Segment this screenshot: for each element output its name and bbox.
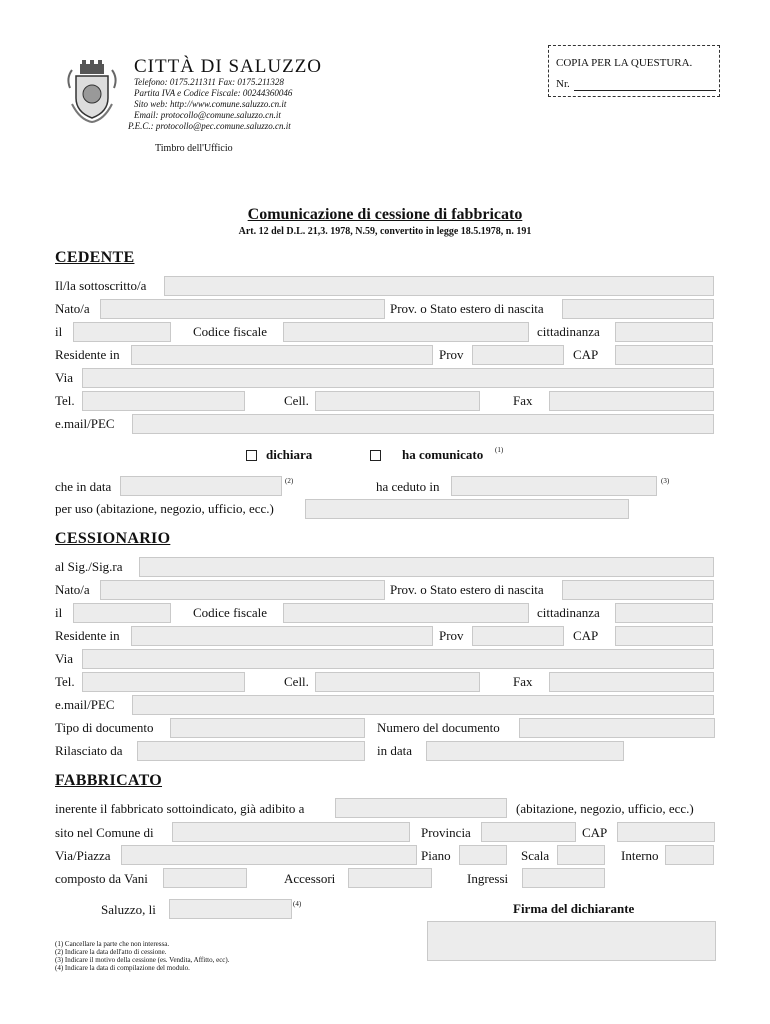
cessionario-cap-field[interactable] <box>615 626 713 646</box>
footnote-2: (2) Indicare la data dell'atto di cessione. <box>55 948 167 956</box>
cessionario-birth-prov-field[interactable] <box>562 580 714 600</box>
cedente-citizenship-field[interactable] <box>615 322 713 342</box>
label-sottoscritto: Il/la sottoscritto/a <box>55 278 147 293</box>
label-tel-2: Tel. <box>55 674 75 689</box>
label-sig: al Sig./Sig.ra <box>55 559 123 574</box>
cedente-tel-field[interactable] <box>82 391 245 411</box>
cessionario-cell-field[interactable] <box>315 672 480 692</box>
footnote-ref-1: (1) <box>495 446 504 454</box>
cessione-date-field[interactable] <box>120 476 282 496</box>
tipo-documento-field[interactable] <box>170 718 365 738</box>
accessori-field[interactable] <box>348 868 432 888</box>
label-accessori: Accessori <box>284 871 336 886</box>
section-cessionario: CESSIONARIO <box>55 530 171 547</box>
label-cap: CAP <box>573 347 599 362</box>
label-tipo-documento: Tipo di documento <box>55 720 154 735</box>
signature-field[interactable] <box>427 921 716 961</box>
interno-field[interactable] <box>665 845 714 865</box>
label-cell-2: Cell. <box>284 674 309 689</box>
compilation-date-field[interactable] <box>169 899 292 919</box>
footnote-3: (3) Indicare il motivo della cessione (es. Vendita, Affitto, ecc). <box>55 956 230 964</box>
label-prov-stato: Prov. o Stato estero di nascita <box>390 301 544 316</box>
cedente-cap-field[interactable] <box>615 345 713 365</box>
label-ha-comunicato: ha comunicato <box>402 447 484 462</box>
label-nato: Nato/a <box>55 301 90 316</box>
label-numero-documento: Numero del documento <box>377 720 500 735</box>
label-prov-2: Prov <box>439 628 464 643</box>
city-name: CITTÀ DI SALUZZO <box>134 56 323 77</box>
numero-documento-field[interactable] <box>519 718 715 738</box>
label-residente: Residente in <box>55 347 120 362</box>
cedente-name-field[interactable] <box>164 276 714 296</box>
scala-field[interactable] <box>557 845 605 865</box>
label-email: e.mail/PEC <box>55 416 115 431</box>
label-inerente: inerente il fabbricato sottoindicato, già adibito a <box>55 801 305 816</box>
label-uso-hint: (abitazione, negozio, ufficio, ecc.) <box>516 801 694 816</box>
comune-field[interactable] <box>172 822 410 842</box>
dichiara-checkbox[interactable] <box>246 450 257 461</box>
label-sito: sito nel Comune di <box>55 825 154 840</box>
footnote-4: (4) Indicare la data di compilazione del modulo. <box>55 964 190 972</box>
cedente-fax-field[interactable] <box>549 391 714 411</box>
via-piazza-field[interactable] <box>121 845 417 865</box>
label-provincia: Provincia <box>421 825 471 840</box>
label-dichiara: dichiara <box>266 447 313 462</box>
header-line-2: Partita IVA e Codice Fiscale: 00244360046 <box>134 88 293 98</box>
footnote-ref-3: (3) <box>661 477 670 485</box>
label-ha-ceduto: ha ceduto in <box>376 479 440 494</box>
label-cittadinanza: cittadinanza <box>537 324 600 339</box>
cessionario-residence-field[interactable] <box>131 626 433 646</box>
label-nato-2: Nato/a <box>55 582 90 597</box>
footnote-1: (1) Cancellare la parte che non interessa. <box>55 940 170 948</box>
label-luogo: Saluzzo, li <box>101 902 156 917</box>
label-via-2: Via <box>55 651 73 666</box>
cedente-birth-prov-field[interactable] <box>562 299 714 319</box>
cessionario-email-field[interactable] <box>132 695 714 715</box>
cessionario-tel-field[interactable] <box>82 672 245 692</box>
rilascio-date-field[interactable] <box>426 741 624 761</box>
vani-field[interactable] <box>163 868 247 888</box>
nr-field[interactable] <box>574 90 716 91</box>
label-il-2: il <box>55 605 63 620</box>
page-title: Comunicazione di cessione di fabbricato <box>247 206 523 223</box>
label-cap-2: CAP <box>573 628 599 643</box>
label-vani: composto da Vani <box>55 871 148 886</box>
label-scala: Scala <box>521 848 550 863</box>
label-via-piazza: Via/Piazza <box>55 848 111 863</box>
label-email-2: e.mail/PEC <box>55 697 115 712</box>
label-ingressi: Ingressi <box>467 871 509 886</box>
cessionario-via-field[interactable] <box>82 649 714 669</box>
header-line-3: Sito web: http://www.comune.saluzzo.cn.it <box>134 99 287 109</box>
label-fax: Fax <box>513 393 533 408</box>
label-rilasciato: Rilasciato da <box>55 743 123 758</box>
page-subtitle: Art. 12 del D.L. 21,3. 1978, N.59, convertito in legge 18.5.1978, n. 191 <box>238 226 532 237</box>
provincia-field[interactable] <box>481 822 576 842</box>
label-residente-2: Residente in <box>55 628 120 643</box>
ceduto-in-field[interactable] <box>451 476 657 496</box>
label-interno: Interno <box>621 848 659 863</box>
cedente-birthplace-field[interactable] <box>100 299 385 319</box>
label-firma: Firma del dichiarante <box>513 901 635 916</box>
label-codice-fiscale: Codice fiscale <box>193 324 267 339</box>
cedente-birthdate-field[interactable] <box>73 322 171 342</box>
cedente-cf-field[interactable] <box>283 322 529 342</box>
label-tel: Tel. <box>55 393 75 408</box>
cessionario-prov-field[interactable] <box>472 626 564 646</box>
per-uso-field[interactable] <box>305 499 629 519</box>
header-line-4: Email: protocollo@comune.saluzzo.cn.it <box>134 110 281 120</box>
cessionario-citizenship-field[interactable] <box>615 603 713 623</box>
footnote-ref-2: (2) <box>285 477 294 485</box>
label-prov: Prov <box>439 347 464 362</box>
rilasciato-da-field[interactable] <box>137 741 365 761</box>
label-cittadinanza-2: cittadinanza <box>537 605 600 620</box>
cessionario-fax-field[interactable] <box>549 672 714 692</box>
cedente-residence-field[interactable] <box>131 345 433 365</box>
nr-label: Nr. <box>556 78 570 90</box>
cedente-prov-field[interactable] <box>472 345 564 365</box>
footnote-ref-4: (4) <box>293 900 302 908</box>
label-via: Via <box>55 370 73 385</box>
cessionario-cf-field[interactable] <box>283 603 529 623</box>
municipal-logo <box>64 60 120 124</box>
section-cedente: CEDENTE <box>55 249 135 266</box>
label-che-in-data: che in data <box>55 479 112 494</box>
ha-comunicato-checkbox[interactable] <box>370 450 381 461</box>
cessionario-birthdate-field[interactable] <box>73 603 171 623</box>
label-codice-fiscale-2: Codice fiscale <box>193 605 267 620</box>
cedente-email-field[interactable] <box>132 414 714 434</box>
label-fax-2: Fax <box>513 674 533 689</box>
label-per-uso: per uso (abitazione, negozio, ufficio, ecc.) <box>55 501 274 516</box>
cedente-cell-field[interactable] <box>315 391 480 411</box>
piano-field[interactable] <box>459 845 507 865</box>
section-fabbricato: FABBRICATO <box>55 772 163 789</box>
label-prov-stato-2: Prov. o Stato estero di nascita <box>390 582 544 597</box>
copy-label: COPIA PER LA QUESTURA. <box>556 57 693 69</box>
label-il: il <box>55 324 63 339</box>
ingressi-field[interactable] <box>522 868 605 888</box>
cessionario-name-field[interactable] <box>139 557 714 577</box>
cessionario-birthplace-field[interactable] <box>100 580 385 600</box>
adibito-field[interactable] <box>335 798 507 818</box>
cedente-via-field[interactable] <box>82 368 714 388</box>
header-line-5: P.E.C.: protocollo@pec.comune.saluzzo.cn.it <box>128 121 291 131</box>
label-in-data: in data <box>377 743 413 758</box>
stamp-label: Timbro dell'Ufficio <box>155 143 233 154</box>
header-line-1: Telefono: 0175.211311 Fax: 0175.211328 <box>134 77 284 87</box>
label-cell: Cell. <box>284 393 309 408</box>
label-cap-3: CAP <box>582 825 608 840</box>
fabbricato-cap-field[interactable] <box>617 822 715 842</box>
label-piano: Piano <box>421 848 451 863</box>
